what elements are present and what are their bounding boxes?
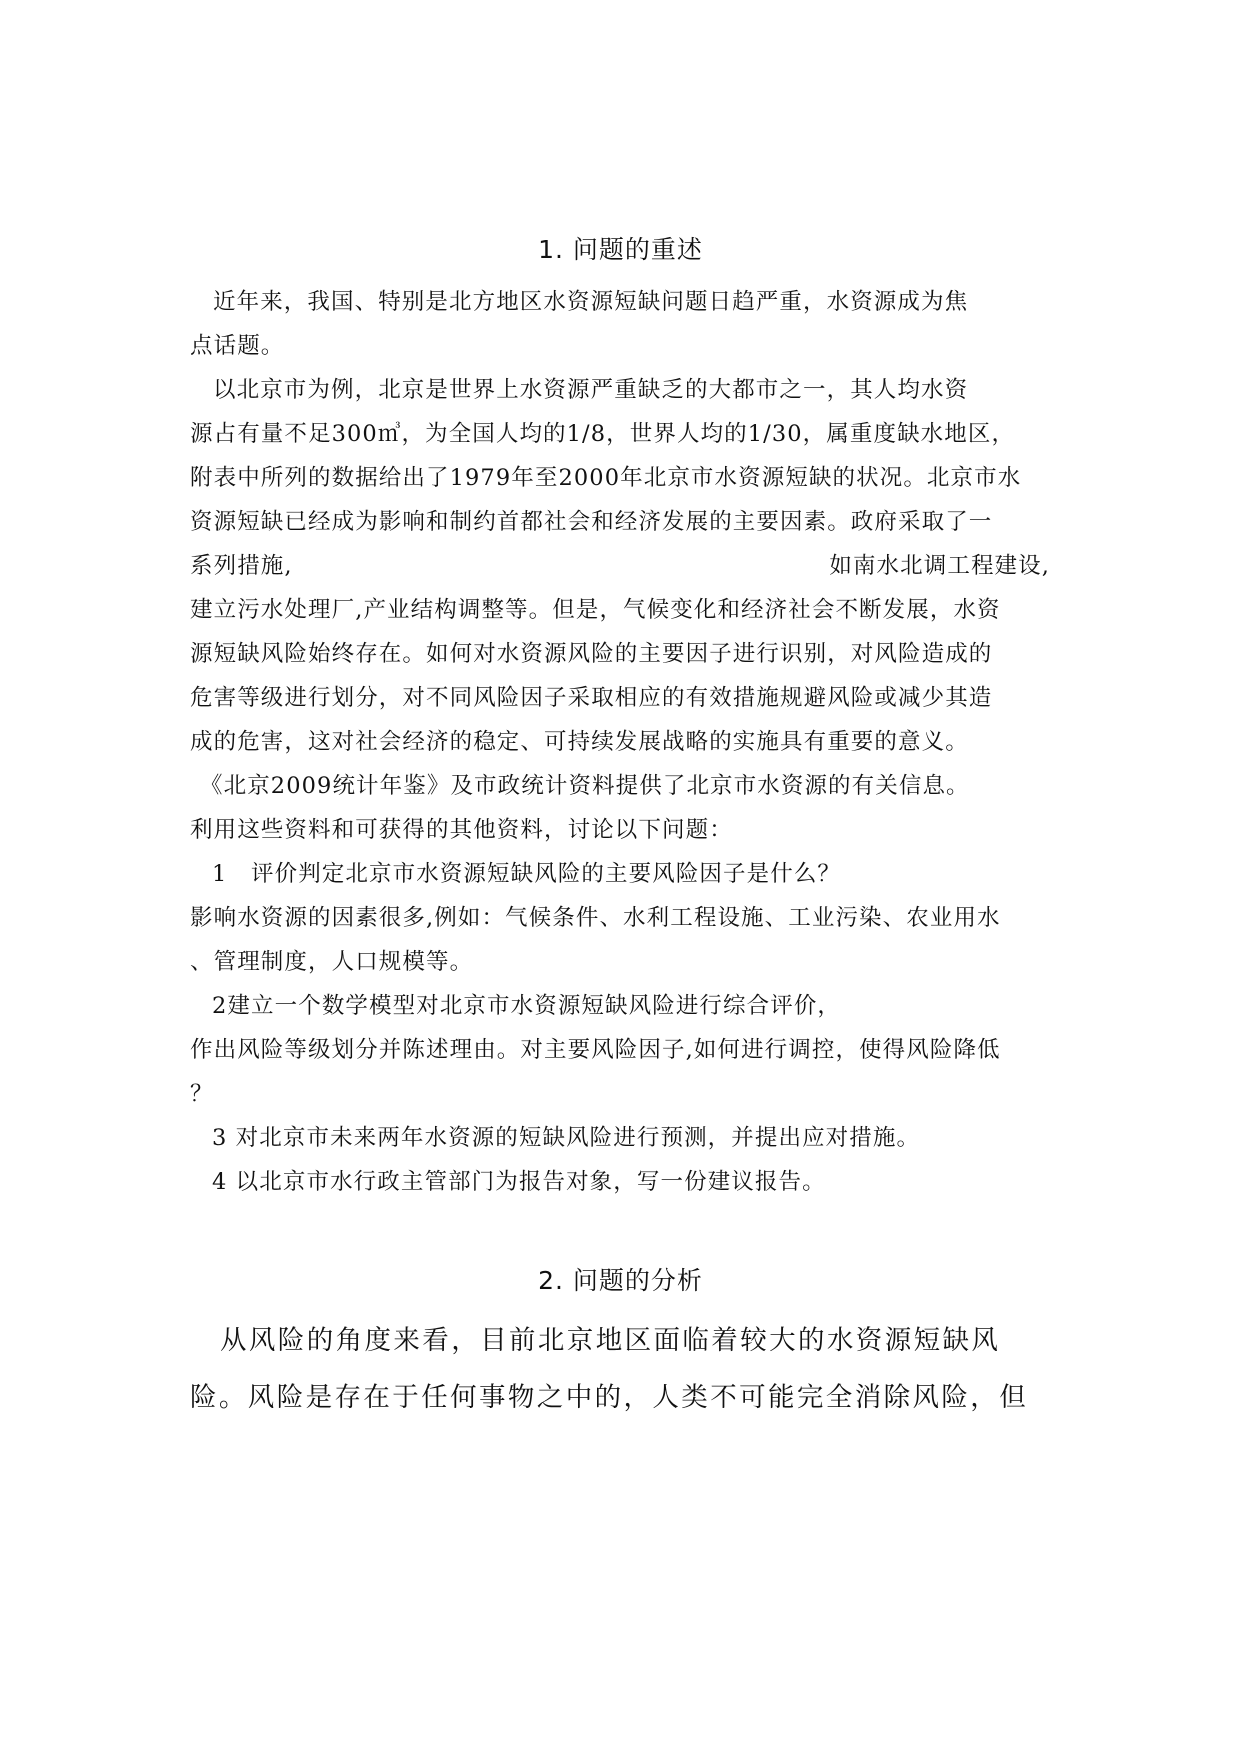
paragraph-3-line-1: 《北京2009统计年鉴》及市政统计资料提供了北京市水资源的有关信息。: [200, 773, 970, 799]
question-1-detail-line-2: 、管理制度，人口规模等。: [190, 949, 474, 975]
split-line-left: 系列措施,: [190, 553, 293, 579]
paragraph-1-line-2: 点话题。: [190, 333, 285, 359]
question-3: 3 对北京市未来两年水资源的短缺风险进行预测，并提出应对措施。: [212, 1125, 921, 1151]
paragraph-2-split-line: [190, 551, 1050, 581]
section-2-line-1: 从风险的角度来看，目前北京地区面临着较大的水资源短缺风: [220, 1325, 1001, 1356]
section-2-line-2: 险。风险是存在于任何事物之中的，人类不可能完全消除风险，但: [190, 1382, 1029, 1413]
paragraph-2-line-4: 资源短缺已经成为影响和制约首都社会和经济发展的主要因素。政府采取了一: [190, 509, 993, 535]
split-line-right: 如南水北调工程建设,: [829, 553, 1050, 579]
paragraph-2-line-2: 源占有量不足300㎥，为全国人均的1/8，世界人均的1/30，属重度缺水地区，: [190, 421, 1016, 447]
paragraph-2-line-6: 建立污水处理厂,产业结构调整等。但是，气候变化和经济社会不断发展，水资: [190, 597, 1001, 623]
question-4: 4 以北京市水行政主管部门为报告对象，写一份建议报告。: [212, 1169, 826, 1195]
section-2-heading: 2. 问题的分析: [538, 1266, 703, 1295]
paragraph-2-line-3: 附表中所列的数据给出了1979年至2000年北京市水资源短缺的状况。北京市水: [190, 465, 1022, 491]
paragraph-3-line-2: 利用这些资料和可获得的其他资料，讨论以下问题：: [190, 817, 733, 843]
question-1: 1 评价判定北京市水资源短缺风险的主要风险因子是什么？: [212, 861, 842, 887]
paragraph-1-line-1: 近年来，我国、特别是北方地区水资源短缺问题日趋严重，水资源成为焦: [213, 289, 969, 315]
question-2-line-3: ？: [190, 1081, 214, 1107]
paragraph-2-line-8: 危害等级进行划分，对不同风险因子采取相应的有效措施规避风险或减少其造: [190, 685, 993, 711]
question-1-detail-line-1: 影响水资源的因素很多,例如：气候条件、水利工程设施、工业污染、农业用水: [190, 905, 1001, 931]
section-1-heading: 1. 问题的重述: [538, 235, 703, 264]
paragraph-2-line-1: 以北京市为例，北京是世界上水资源严重缺乏的大都市之一，其人均水资: [213, 377, 969, 403]
paragraph-2-line-7: 源短缺风险始终存在。如何对水资源风险的主要因子进行识别，对风险造成的: [190, 641, 993, 667]
paragraph-2-line-9: 成的危害，这对社会经济的稳定、可持续发展战略的实施具有重要的意义。: [190, 729, 969, 755]
question-2-line-1: 2建立一个数学模型对北京市水资源短缺风险进行综合评价，: [212, 993, 842, 1019]
question-2-line-2: 作出风险等级划分并陈述理由。对主要风险因子,如何进行调控，使得风险降低: [190, 1037, 1001, 1063]
